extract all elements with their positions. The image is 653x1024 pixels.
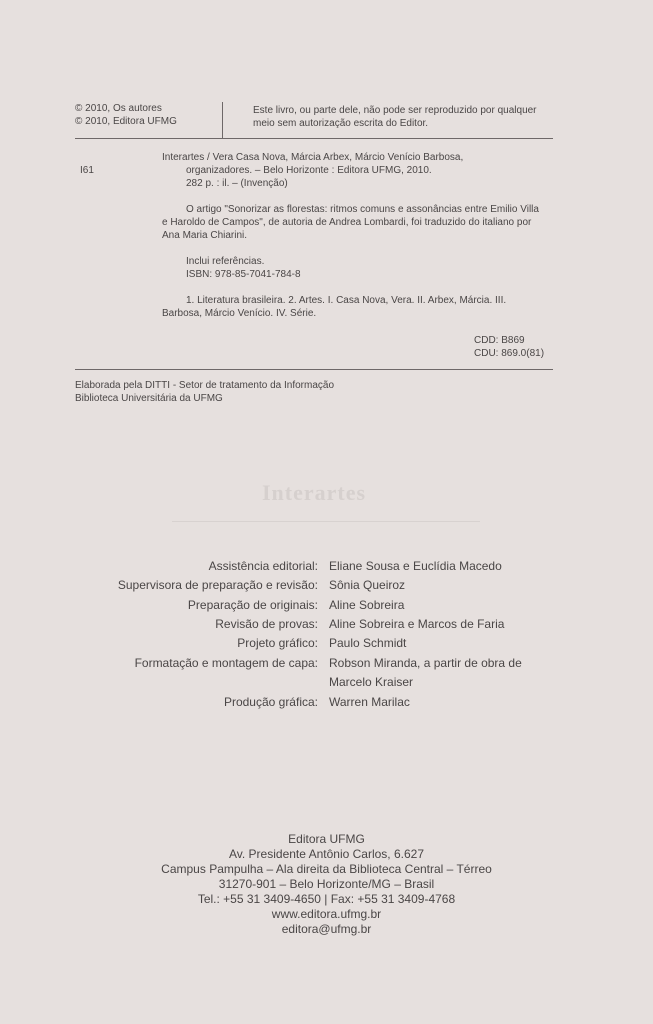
copyright-line-authors: © 2010, Os autores bbox=[75, 103, 162, 114]
publisher-address: Av. Presidente Antônio Carlos, 6.627 bbox=[228, 847, 424, 861]
catalog-subject-line-1: 1. Literatura brasileira. 2. Artes. I. Casa Nova, Vera. II. Arbex, Márcia. III. bbox=[186, 295, 507, 306]
catalog-entry-line-1: Interartes / Vera Casa Nova, Márcia Arbex, Márcio Venício Barbosa, bbox=[162, 152, 464, 163]
prepared-by-line-2: Biblioteca Universitária da UFMG bbox=[75, 393, 223, 404]
catalog-note-line-1: O artigo "Sonorizar as florestas: ritmos comuns e assonâncias entre Emilio Villa bbox=[186, 204, 539, 215]
catalog-cdu: CDU: 869.0(81) bbox=[474, 348, 545, 359]
catalog-note-line-2: e Haroldo de Campos", de autoria de Andrea Lombardi, foi traduzido do italiano por bbox=[162, 217, 532, 228]
credit-value: Sônia Queiroz bbox=[329, 578, 406, 592]
credit-label: Assistência editorial: bbox=[208, 559, 318, 573]
publisher-name: Editora UFMG bbox=[288, 832, 365, 846]
rights-notice-line-1: Este livro, ou parte dele, não pode ser reproduzido por qualquer bbox=[253, 105, 537, 116]
copyright-line-publisher: © 2010, Editora UFMG bbox=[75, 116, 177, 127]
publisher-phone-fax: Tel.: +55 31 3409-4650 | Fax: +55 31 3409-4768 bbox=[197, 892, 456, 906]
credit-value: Aline Sobreira bbox=[329, 598, 405, 612]
credit-label: Revisão de provas: bbox=[215, 617, 318, 631]
credit-label: Produção gráfica: bbox=[223, 695, 318, 709]
catalog-note-line-3: Ana Maria Chiarini. bbox=[162, 230, 248, 241]
bleed-through-rule bbox=[172, 521, 480, 522]
catalog-isbn: ISBN: 978-85-7041-784-8 bbox=[186, 269, 301, 280]
call-number: I61 bbox=[80, 165, 94, 176]
copyright-divider bbox=[222, 102, 223, 138]
credit-value: Eliane Sousa e Euclídia Macedo bbox=[329, 559, 502, 573]
prepared-by-line-1: Elaborada pela DITTI - Setor de tratamento da Informação bbox=[75, 380, 335, 391]
credit-value: Warren Marilac bbox=[329, 695, 410, 709]
credit-value: Paulo Schmidt bbox=[329, 636, 407, 650]
rights-notice-line-2: meio sem autorização escrita do Editor. bbox=[253, 118, 429, 129]
catalog-cdd: CDD: B869 bbox=[474, 335, 525, 346]
credit-value: Robson Miranda, a partir de obra de bbox=[329, 656, 522, 670]
credit-label: Formatação e montagem de capa: bbox=[134, 656, 318, 670]
publisher-email: editora@ufmg.br bbox=[281, 922, 372, 936]
publisher-website: www.editora.ufmg.br bbox=[271, 907, 382, 921]
publisher-postal-code: 31270-901 – Belo Horizonte/MG – Brasil bbox=[218, 877, 435, 891]
catalog-subject-line-2: Barbosa, Márcio Venício. IV. Série. bbox=[162, 308, 317, 319]
bleed-through-title: Interartes bbox=[262, 480, 367, 505]
catalog-includes: Inclui referências. bbox=[186, 256, 265, 267]
credit-label: Preparação de originais: bbox=[187, 598, 318, 612]
credit-label: Supervisora de preparação e revisão: bbox=[117, 578, 318, 592]
publisher-campus: Campus Pampulha – Ala direita da Biblioteca Central – Térreo bbox=[161, 862, 492, 876]
catalog-entry-line-3: 282 p. : il. – (Invenção) bbox=[186, 178, 288, 189]
catalog-top-rule bbox=[75, 138, 553, 139]
credit-label: Projeto gráfico: bbox=[237, 636, 318, 650]
catalog-bottom-rule bbox=[75, 369, 553, 370]
credit-value: Aline Sobreira e Marcos de Faria bbox=[329, 617, 505, 631]
credit-value-continued: Marcelo Kraiser bbox=[329, 675, 414, 689]
catalog-entry-line-2: organizadores. – Belo Horizonte : Editora UFMG, 2010. bbox=[186, 165, 432, 176]
